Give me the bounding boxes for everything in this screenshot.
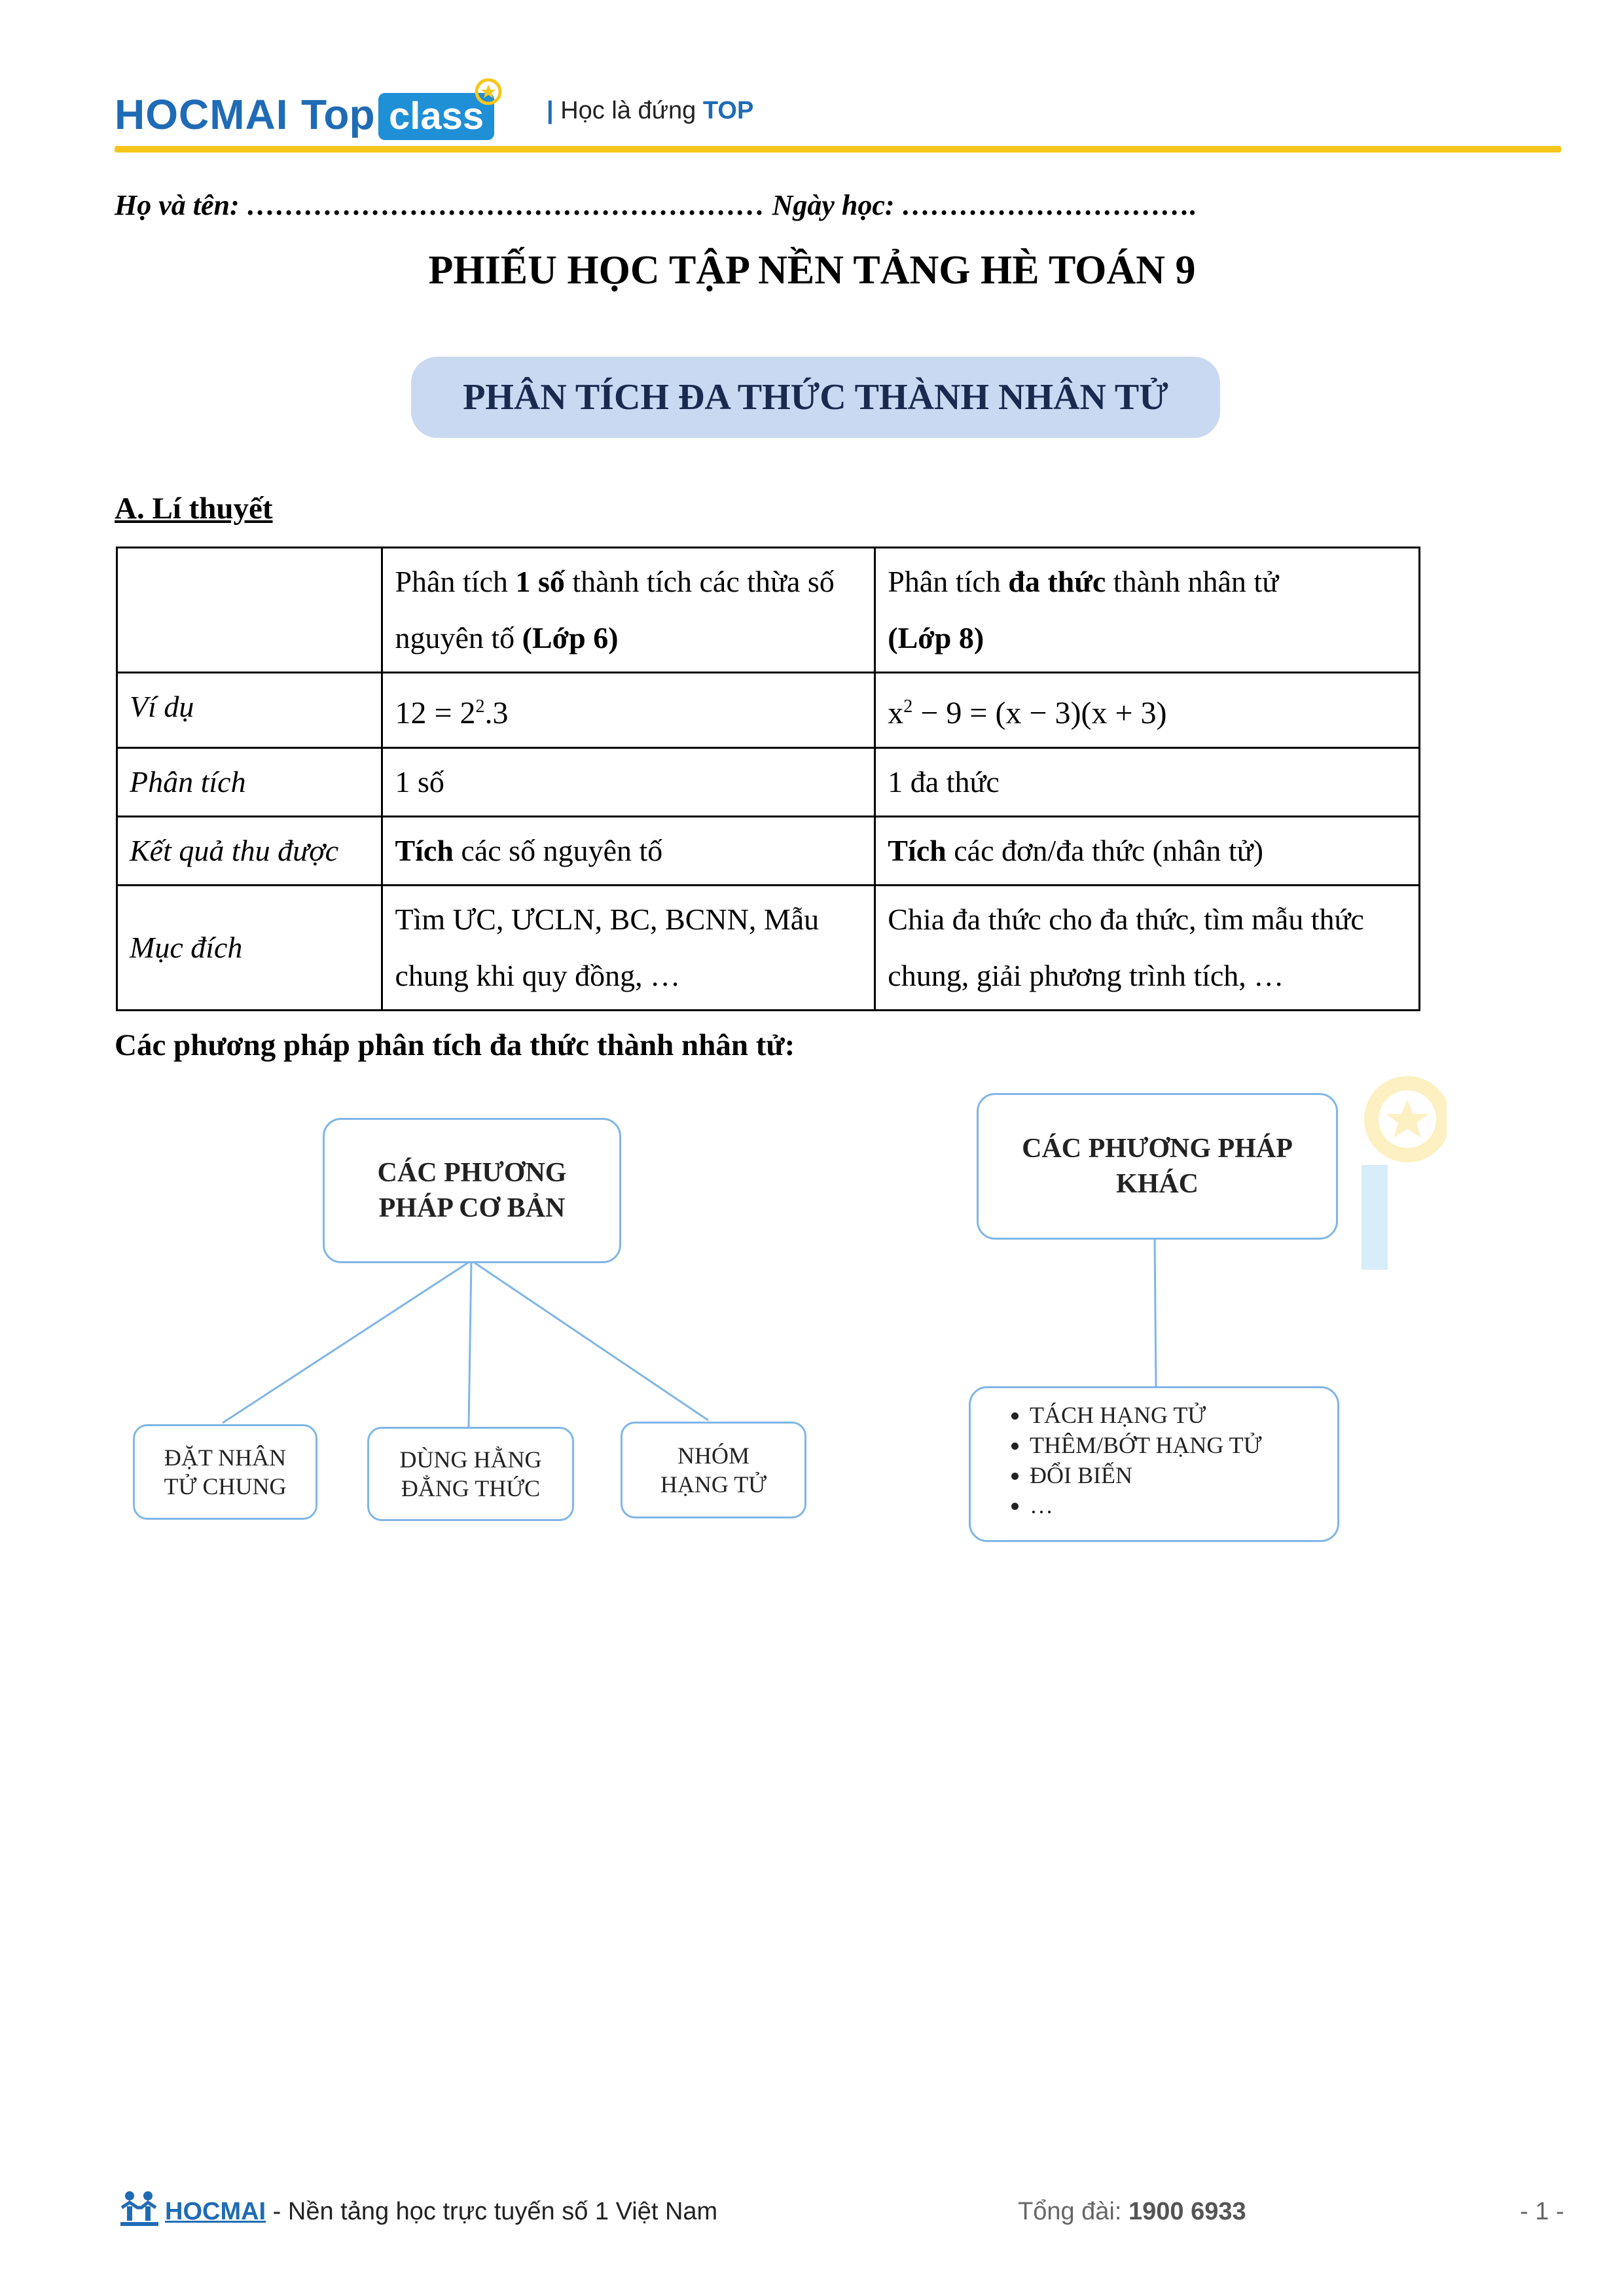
student-info-line: Họ và tên: ……………………………………………… Ngày học: ………………………….: [115, 189, 1197, 221]
row-label: Ví dụ: [117, 673, 382, 748]
other-methods-list: [969, 1386, 1339, 1542]
page-number: - 1 -: [1520, 2198, 1564, 2225]
hocmai-logo-icon: [117, 2189, 162, 2229]
table-cell: 1 đa thức: [875, 748, 1420, 817]
methods-heading: Các phương pháp phân tích đa thức thành nhân tử:: [115, 1028, 795, 1062]
row-label: Mục đích: [117, 886, 382, 1011]
row-label: Phân tích: [117, 748, 382, 817]
section-heading-theory: A. Lí thuyết: [115, 492, 273, 526]
list-item: • TÁCH HẠNG TỬ: [1030, 1400, 1337, 1430]
watermark-gear-icon: [1348, 1073, 1447, 1270]
table-cell: Tích các số nguyên tố: [382, 817, 875, 886]
basic-methods-node: CÁC PHƯƠNG PHÁP CƠ BẢN: [323, 1118, 621, 1263]
table-cell: Chia đa thức cho đa thức, tìm mẫu thức chung, giải phương trình tích, …: [875, 886, 1420, 1011]
method-node-common-factor: ĐẶT NHÂN TỬ CHUNG: [133, 1424, 317, 1520]
table-header-cell: Phân tích đa thức thành nhân tử (Lớp 8): [875, 548, 1420, 673]
other-methods-node: CÁC PHƯƠNG PHÁP KHÁC: [977, 1093, 1338, 1240]
brand-logo-class: class: [378, 93, 494, 140]
table-cell: $x^2 - 9 = (x - 3)(x + 3)$: [875, 673, 1420, 748]
method-node-grouping: NHÓM HẠNG TỬ: [621, 1422, 806, 1518]
list-item: • …: [1030, 1490, 1337, 1520]
table-header-cell: Phân tích 1 số thành tích các thừa số nguyên tố (Lớp 6): [382, 548, 875, 673]
footer-brand-link[interactable]: HOCMAI: [165, 2198, 266, 2225]
footer-hotline: Tổng đài: 1900 6933: [1018, 2198, 1246, 2225]
list-item: • ĐỔI BIẾN: [1030, 1460, 1337, 1490]
slogan: | Học là đứng TOP: [547, 97, 754, 124]
topic-banner: PHÂN TÍCH ĐA THỨC THÀNH NHÂN TỬ: [411, 357, 1220, 438]
table-cell: 1 số: [382, 748, 875, 817]
table-cell: $12 = 2^2.3$: [382, 673, 875, 748]
list-item: • THÊM/BỚT HẠNG TỬ: [1030, 1430, 1337, 1460]
brand-logo-hocmai: HOCMAI: [115, 91, 289, 138]
table-cell: Tìm ƯC, ƯCLN, BC, BCNN, Mẫu chung khi quy đồng, …: [382, 886, 875, 1011]
table-cell: Tích các đơn/đa thức (nhân tử): [875, 817, 1420, 886]
row-label: Kết quả thu được: [117, 817, 382, 886]
page-title: PHIẾU HỌC TẬP NỀN TẢNG HÈ TOÁN 9: [428, 248, 1196, 293]
method-node-identities: DÙNG HẰNG ĐẲNG THỨC: [367, 1427, 574, 1521]
brand-logo-top: Top: [301, 91, 375, 138]
footer-tagline: HOCMAI - Nền tảng học trực tuyến số 1 Việt Nam: [165, 2198, 718, 2225]
